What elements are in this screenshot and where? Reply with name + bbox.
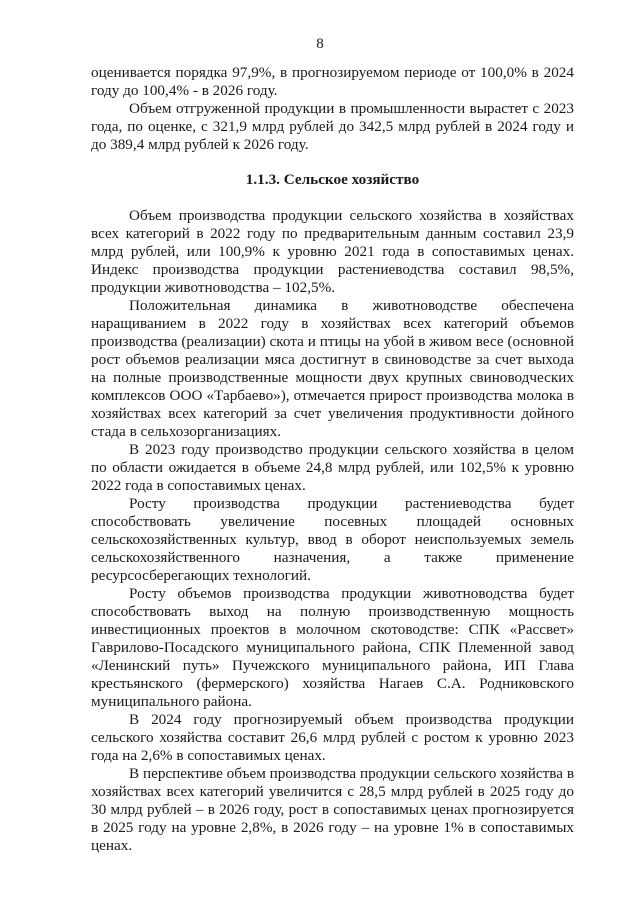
- paragraph-outlook: В перспективе объем производства продукции сельского хозяйства в хозяйствах всех категорий увеличится с 28,5 млрд рублей в 2025 году до 30 млрд рублей – в 2026 году, рост в сопоставимых ценах прогнозируется в 2025 году на уровне 2,8%, в 2026 году – на уровне 1% в сопоставимых ценах.: [91, 765, 574, 854]
- paragraph-industry: Объем отгруженной продукции в промышленности вырастет с 2023 года, по оценке, с 321,9 млрд рублей до 342,5 млрд рублей в 2024 году и до 389,4 млрд рублей к 2026 году.: [91, 100, 574, 153]
- paragraph-agri-volume: Объем производства продукции сельского хозяйства в хозяйствах всех категорий в 2022 году по предварительным данным составил 23,9 млрд рублей, или 100,9% к уровню 2021 года в сопоставимых ценах. Индекс производства продукции растениеводства составил 98,5%, продукции животноводства – 102,5%.: [91, 207, 574, 296]
- paragraph-continued: оценивается порядка 97,9%, в прогнозируемом периоде от 100,0% в 2024 году до 100,4% - в 2026 году.: [91, 64, 574, 99]
- document-body: [91, 64, 574, 855]
- paragraph-2023-forecast: В 2023 году производство продукции сельского хозяйства в целом по области ожидается в объеме 24,8 млрд рублей, или 102,5% к уровню 2022 года в сопоставимых ценах.: [91, 441, 574, 494]
- paragraph-livestock-growth: Росту объемов производства продукции животноводства будет способствовать выход на полную производственную мощность инвестиционных проектов в молочном скотоводстве: СПК «Рассвет» Гаврилово-Посадского муниципального района, СПК Племенной завод «Ленинский путь» Пучежского муниципального района, ИП Глава крестьянского (фермерского) хозяйства Нагаев С.А. Родниковского муниципального района.: [91, 585, 574, 710]
- paragraph-2024-forecast: В 2024 году прогнозируемый объем производства продукции сельского хозяйства составит 26,6 млрд рублей с ростом к уровню 2023 года на 2,6% в сопоставимых ценах.: [91, 711, 574, 764]
- section-heading: 1.1.3. Сельское хозяйство: [245, 171, 420, 188]
- paragraph-livestock-dynamics: Положительная динамика в животноводстве обеспечена наращиванием в 2022 году в хозяйствах всех категорий объемов производства (реализации) скота и птицы на убой в живом весе (основной рост объемов реализации мяса достигнут в свиноводстве за счет выхода на полные производственные мощности двух крупных свиноводческих комплексов ООО «Тарбаево»), отмечается прирост производства молока в хозяйствах всех категорий за счет увеличения продуктивности дойного стада в сельхозорганизациях.: [91, 297, 574, 440]
- page-number: 8: [316, 36, 324, 52]
- paragraph-crop-growth: Росту производства продукции растениеводства будет способствовать увеличение посевных площадей основных сельскохозяйственных культур, ввод в оборот неиспользуемых земель сельскохозяйственного назначения, а также применение ресурсосберегающих технологий.: [91, 495, 574, 584]
